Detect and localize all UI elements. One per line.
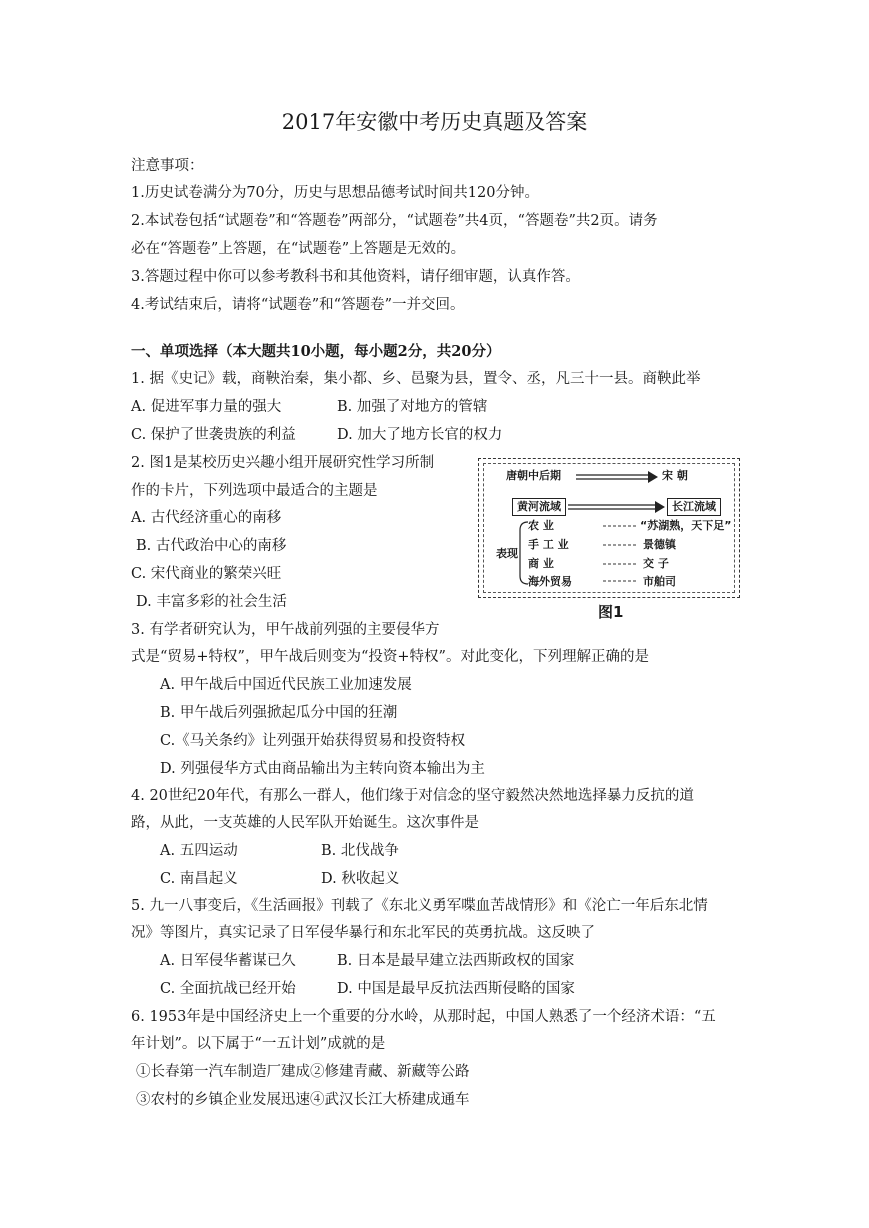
page-title: 2017年安徽中考历史真题及答案 — [281, 110, 588, 134]
option-a: A. 五四运动 — [160, 843, 238, 859]
option-b: B. 甲午战后列强掀起瓜分中国的狂潮 — [160, 705, 398, 721]
figure-field: 农 业 — [528, 519, 554, 532]
option-a: A. 甲午战后中国近代民族工业加速发展 — [160, 677, 412, 693]
question-items: ③农村的乡镇企业发展迅速④武汉长江大桥建成通车 — [136, 1092, 470, 1108]
notice-item: 3.答题过程中你可以参考教科书和其他资料，请仔细审题，认真作答。 — [131, 269, 580, 285]
figure-from-region: 黄河流域 — [512, 498, 566, 516]
question-stem: 式是“贸易+特权”，甲午战后则变为“投资+特权”。对此变化，下列理解正确的是 — [131, 649, 649, 665]
option-d: D. 加大了地方长官的权力 — [337, 427, 503, 443]
option-c: C. 全面抗战已经开始 — [160, 981, 296, 997]
section-heading: 一、单项选择（本大题共10小题，每小题2分，共20分） — [131, 343, 501, 360]
option-d: D. 秋收起义 — [321, 871, 400, 887]
figure-side-label: 表现 — [496, 547, 518, 560]
question-stem: 作的卡片，下列选项中最适合的主题是 — [131, 483, 378, 499]
notice-item: 4.考试结束后，请将“试题卷”和“答题卷”一并交回。 — [131, 297, 465, 313]
question-stem: 路，从此，一支英雄的人民军队开始诞生。这次事件是 — [131, 815, 479, 831]
figure-example: “苏湖熟，天下足” — [640, 519, 732, 532]
option-b: B. 加强了对地方的管辖 — [337, 399, 488, 415]
figure-to-period: 宋 朝 — [662, 469, 688, 482]
option-c: C.《马关条约》让列强开始获得贸易和投资特权 — [160, 733, 466, 749]
option-d: D. 中国是最早反抗法西斯侵略的国家 — [337, 981, 575, 997]
notice-item: 必在“答题卷”上答题，在“试题卷”上答题是无效的。 — [131, 241, 466, 257]
question-stem: 6. 1953年是中国经济史上一个重要的分水岭，从那时起，中国人熟悉了一个经济术语：“五 — [131, 1009, 716, 1025]
option-c: C. 南昌起义 — [160, 871, 238, 887]
figure-to-region: 长江流域 — [667, 498, 721, 516]
question-stem: 况》等图片，真实记录了日军侵华暴行和东北军民的英勇抗战。这反映了 — [131, 925, 595, 941]
question-items: ①长春第一汽车制造厂建成②修建青藏、新藏等公路 — [136, 1064, 470, 1080]
figure-from-period: 唐朝中后期 — [506, 469, 561, 482]
question-stem: 5. 九一八事变后，《生活画报》刊载了《东北义勇军喋血苦战情形》和《沦亡一年后东北情 — [131, 898, 708, 914]
figure-field: 海外贸易 — [528, 575, 572, 588]
option-b: B. 日本是最早建立法西斯政权的国家 — [337, 953, 575, 969]
figure-example: 景德镇 — [643, 538, 676, 551]
option-b: B. 古代政治中心的南移 — [136, 538, 287, 554]
option-b: B. 北伐战争 — [321, 843, 399, 859]
option-d: D. 列强侵华方式由商品输出为主转向资本输出为主 — [160, 761, 485, 777]
figure-field: 手 工 业 — [528, 538, 569, 551]
figure-field: 商 业 — [528, 557, 554, 570]
option-a: A. 日军侵华蓄谋已久 — [160, 953, 296, 969]
question-stem: 2. 图1是某校历史兴趣小组开展研究性学习所制 — [131, 455, 435, 471]
option-d: D. 丰富多彩的社会生活 — [136, 594, 287, 610]
notice-item: 2.本试卷包括“试题卷”和“答题卷”两部分，“试题卷”共4页，“答题卷”共2页。请务 — [131, 213, 658, 229]
figure-example: 交 子 — [643, 557, 669, 570]
option-a: A. 促进军事力量的强大 — [131, 399, 282, 415]
figure-example: 市舶司 — [643, 575, 676, 588]
notice-heading: 注意事项： — [131, 158, 204, 174]
question-stem: 3. 有学者研究认为，甲午战前列强的主要侵华方 — [131, 622, 440, 638]
question-stem: 4. 20世纪20年代，有那么一群人，他们缘于对信念的坚守毅然决然地选择暴力反抗的道 — [131, 788, 694, 804]
figure-caption: 图1 — [598, 603, 624, 621]
option-c: C. 保护了世袭贵族的利益 — [131, 427, 296, 443]
option-a: A. 古代经济重心的南移 — [131, 510, 282, 526]
option-c: C. 宋代商业的繁荣兴旺 — [131, 566, 282, 582]
notice-item: 1.历史试卷满分为70分，历史与思想品德考试时间共120分钟。 — [131, 185, 539, 201]
question-stem: 1. 据《史记》载，商鞅治秦，集小都、乡、邑聚为县，置令、丞，凡三十一县。商鞅此举 — [131, 371, 701, 387]
question-stem: 年计划”。以下属于“一五计划”成就的是 — [131, 1036, 386, 1052]
